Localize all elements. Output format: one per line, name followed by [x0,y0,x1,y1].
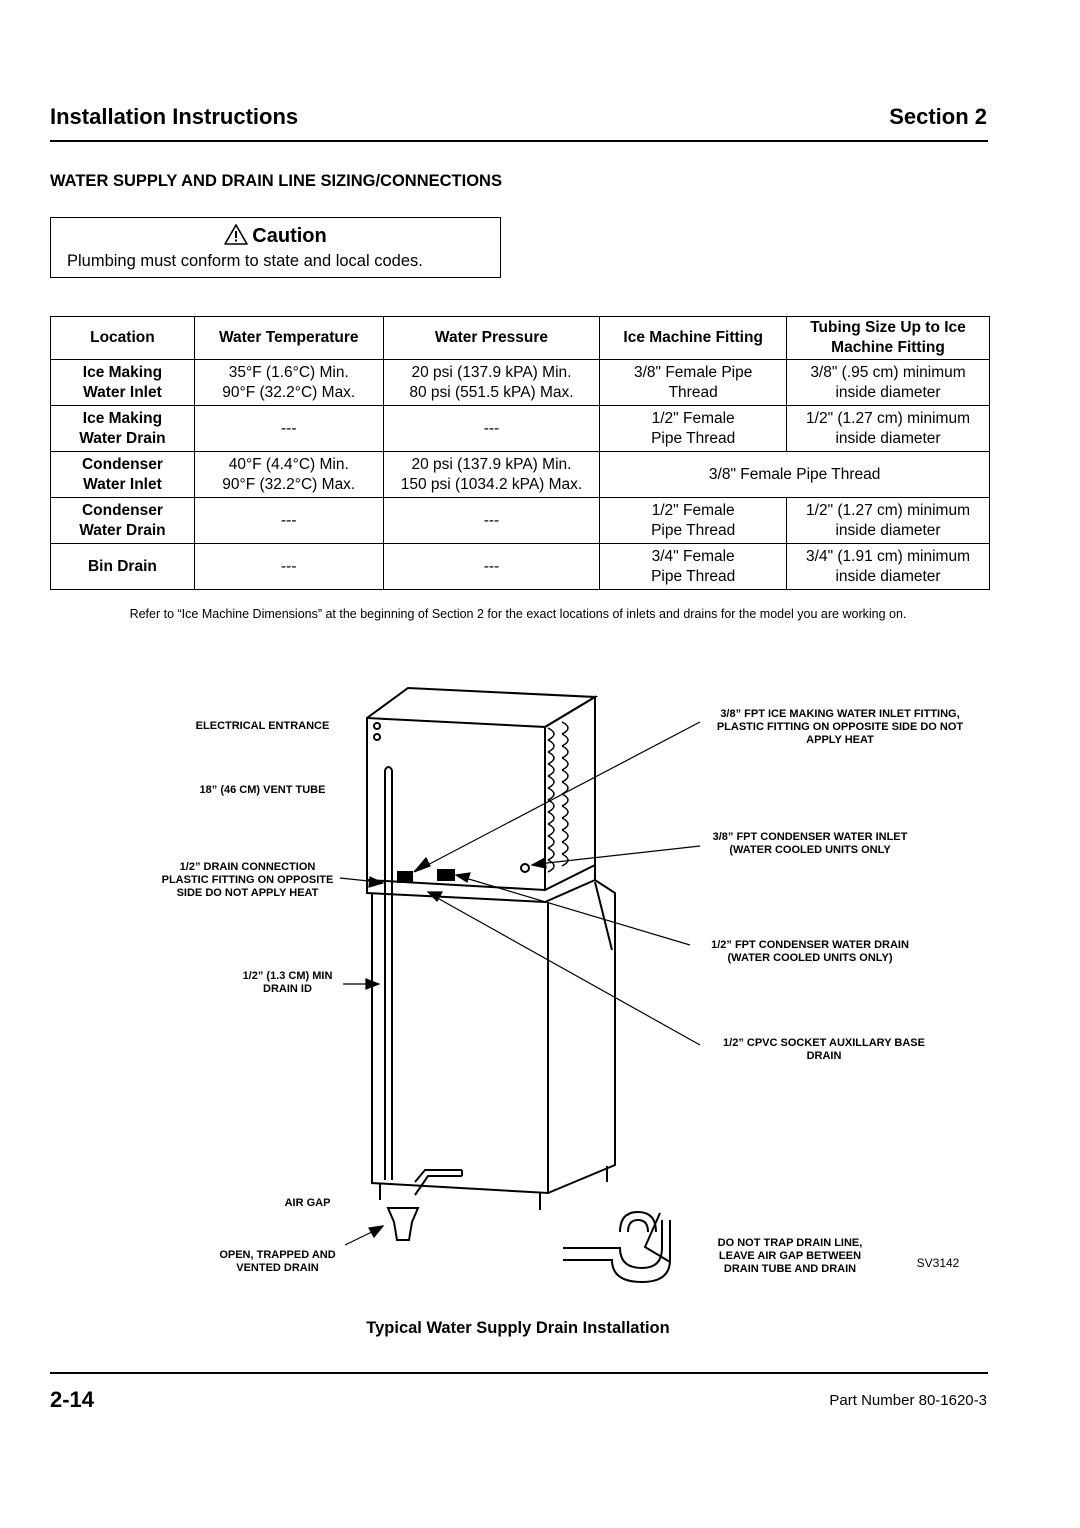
page-number: 2-14 [50,1387,95,1412]
label-condenser-inlet: 3/8” FPT CONDENSER WATER INLET (WATER COOLED UNITS ONLY [712,831,908,856]
cell-fitting: 1/2" Female Pipe Thread [600,406,787,452]
cell-fitting-merged: 3/8" Female Pipe Thread [600,452,990,498]
cell-temp: --- [194,544,383,590]
cell-pressure: 20 psi (137.9 kPA) Min. 80 psi (551.5 kPA) Max. [383,360,600,406]
table-row [51,406,990,452]
table-row [51,360,990,406]
reference-note: Refer to “Ice Machine Dimensions” at the beginning of Section 2 for the exact locations of inlets and drains for the model you are working on. [129,607,907,621]
label-drain-id: 1/2” (1.3 CM) MIN DRAIN ID [242,970,333,995]
header-section: Section 2 [889,104,987,129]
cell-tubing: 1/2" (1.27 cm) minimum inside diameter [787,498,990,544]
cell-temp: --- [194,498,383,544]
table-row [51,452,990,498]
header-rule [50,140,988,142]
cell-tubing: 3/8" (.95 cm) minimum inside diameter [787,360,990,406]
label-condenser-drain: 1/2” FPT CONDENSER WATER DRAIN (WATER COOLED UNITS ONLY) [711,939,909,964]
col-header: Ice Machine Fitting [600,317,787,360]
footer-rule [50,1372,988,1374]
label-ice-making-inlet: 3/8” FPT ICE MAKING WATER INLET FITTING, PLASTIC FITTING ON OPPOSITE SIDE DO NOT APPLY HEAT [716,708,964,746]
figure-id: SV3142 [916,1256,960,1270]
label-air-gap: AIR GAP [284,1197,331,1209]
cell-pressure: --- [383,406,600,452]
cell-pressure: --- [383,498,600,544]
table-row [51,498,990,544]
label-do-not-trap: DO NOT TRAP DRAIN LINE, LEAVE AIR GAP BETWEEN DRAIN TUBE AND DRAIN [717,1237,863,1275]
cell-pressure: 20 psi (137.9 kPA) Min. 150 psi (1034.2 kPA) Max. [383,452,600,498]
cell-fitting: 1/2" Female Pipe Thread [600,498,787,544]
col-header: Water Temperature [194,317,383,360]
warning-triangle-icon [224,224,248,245]
label-drain-connection: 1/2” DRAIN CONNECTION PLASTIC FITTING ON OPPOSITE SIDE DO NOT APPLY HEAT [161,861,334,899]
cell-location: Condenser Water Drain [51,498,195,544]
caution-body: Plumbing must conform to state and local codes. [67,252,423,270]
cell-location: Condenser Water Inlet [51,452,195,498]
part-number: Part Number 80-1620-3 [829,1392,987,1409]
caution-title [51,224,500,248]
cell-temp: --- [194,406,383,452]
table-row [51,544,990,590]
cell-temp: 40°F (4.4°C) Min. 90°F (32.2°C) Max. [194,452,383,498]
col-header: Location [51,317,195,360]
cell-location: Ice Making Water Drain [51,406,195,452]
col-header [787,317,990,360]
section-subheading: WATER SUPPLY AND DRAIN LINE SIZING/CONNECTIONS [50,172,502,190]
label-open-trapped-drain: OPEN, TRAPPED AND VENTED DRAIN [219,1249,336,1274]
label-electrical-entrance: ELECTRICAL ENTRANCE [195,720,330,732]
cell-fitting: 3/4" Female Pipe Thread [600,544,787,590]
table-header-row [51,317,990,360]
header-title: Installation Instructions [50,104,299,129]
cell-temp: 35°F (1.6°C) Min. 90°F (32.2°C) Max. [194,360,383,406]
caution-title-text: Caution [252,225,327,247]
label-vent-tube: 18” (46 CM) VENT TUBE [199,784,326,796]
cell-pressure: --- [383,544,600,590]
cell-location: Ice Making Water Inlet [51,360,195,406]
cell-tubing: 1/2" (1.27 cm) minimum inside diameter [787,406,990,452]
caution-box [50,217,501,278]
sizing-table [50,316,990,590]
ice-machine-drawing [0,660,1080,1300]
cell-tubing: 3/4" (1.91 cm) minimum inside diameter [787,544,990,590]
cell-fitting: 3/8" Female Pipe Thread [600,360,787,406]
label-cpvc-socket: 1/2” CPVC SOCKET AUXILLARY BASE DRAIN [723,1037,925,1062]
col-header-text: Tubing Size Up to Ice Machine Fitting [810,319,966,356]
cell-location: Bin Drain [51,544,195,590]
installation-figure [0,660,1080,1300]
col-header: Water Pressure [383,317,600,360]
figure-caption: Typical Water Supply Drain Installation [366,1319,670,1337]
